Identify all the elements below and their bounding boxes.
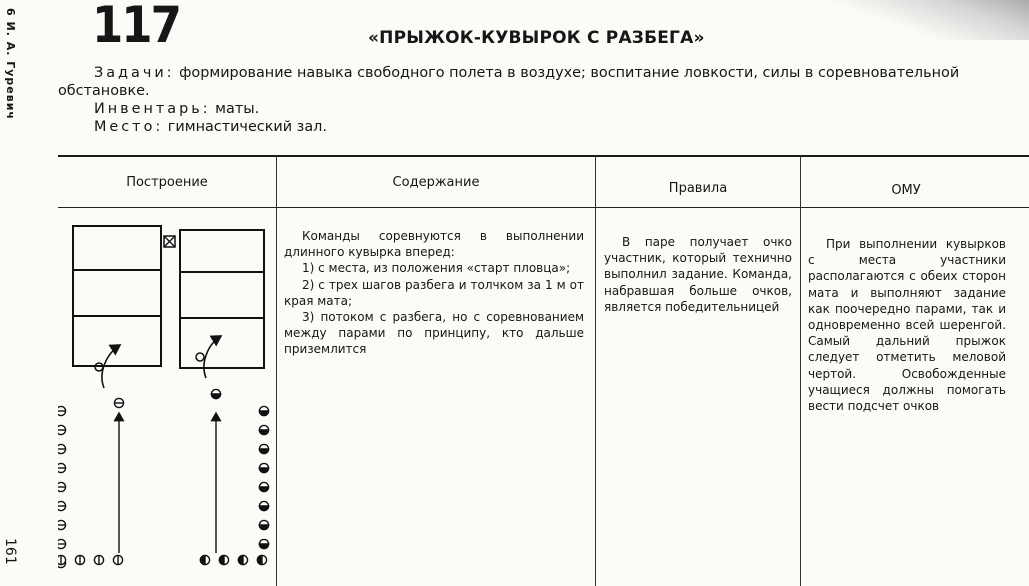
team-a-player [58,555,66,564]
content-item-2: 2) с трех шагов разбега и толчком за 1 м от края мата; [284,277,584,308]
author-running-head: 6 И. А. Гуревич [4,8,17,120]
header-rules: Правила [668,181,728,196]
content-item-1: 1) с места, из положения «старт пловца»; [302,261,571,276]
exercise-title: «ПРЫЖОК-КУВЫРОК С РАЗБЕГА» [368,28,705,48]
mat-right [180,230,264,368]
omu-cell [808,236,1006,414]
inventory-label: Инвентарь: [94,101,211,117]
table-top-rule [58,155,1029,157]
rules-text: В паре получает очко участник, который технично выполнил задание. Команда, набравшая больше очков, является победительницей [604,235,792,314]
content-cell [284,228,584,358]
rules-cell [604,234,792,315]
roll-arrow [204,336,221,378]
page-number: 161 [2,538,18,565]
place-label: Место: [94,119,164,135]
start-position-icon [196,353,204,361]
tasks-text: формирование навыка свободного полета в воздухе; воспитание ловкости, силы в соревновательной обстановке. [58,65,960,99]
mat-left [73,226,161,366]
column-divider [595,157,596,586]
inventory-text: маты. [210,101,260,117]
place-text: гимнастический зал. [163,119,327,135]
column-divider [800,157,801,586]
omu-text: При выполнении кувырков с места участники располагаются с обеих сторон мата и выполняют задание как поочередно парами, так и одновременно всей шеренгой. Самый дальний прыжок следует отметить меловой чертой. Освобожденные учащиеся должны помогать вести подсчет очков [808,237,1006,414]
tasks-label: Задачи: [94,65,175,81]
formation-diagram [58,208,276,586]
exercise-intro [58,64,1018,136]
column-divider [276,157,277,586]
inventory-paragraph [58,100,1018,118]
header-content: Содержание [392,175,480,190]
scan-smudge [799,0,1029,40]
content-item-3: 3) потоком с разбега, но с соревнованием между парами по принципу, кто дальше приземлится [284,310,584,357]
content-intro: Команды соревнуются в выполнении длинного кувырка вперед: [284,229,584,260]
place-paragraph [58,118,1018,136]
header-omu: ОМУ [891,183,921,198]
exercise-number: 117 [92,0,180,54]
header-formation: Построение [126,175,208,190]
tasks-paragraph [58,64,1018,100]
